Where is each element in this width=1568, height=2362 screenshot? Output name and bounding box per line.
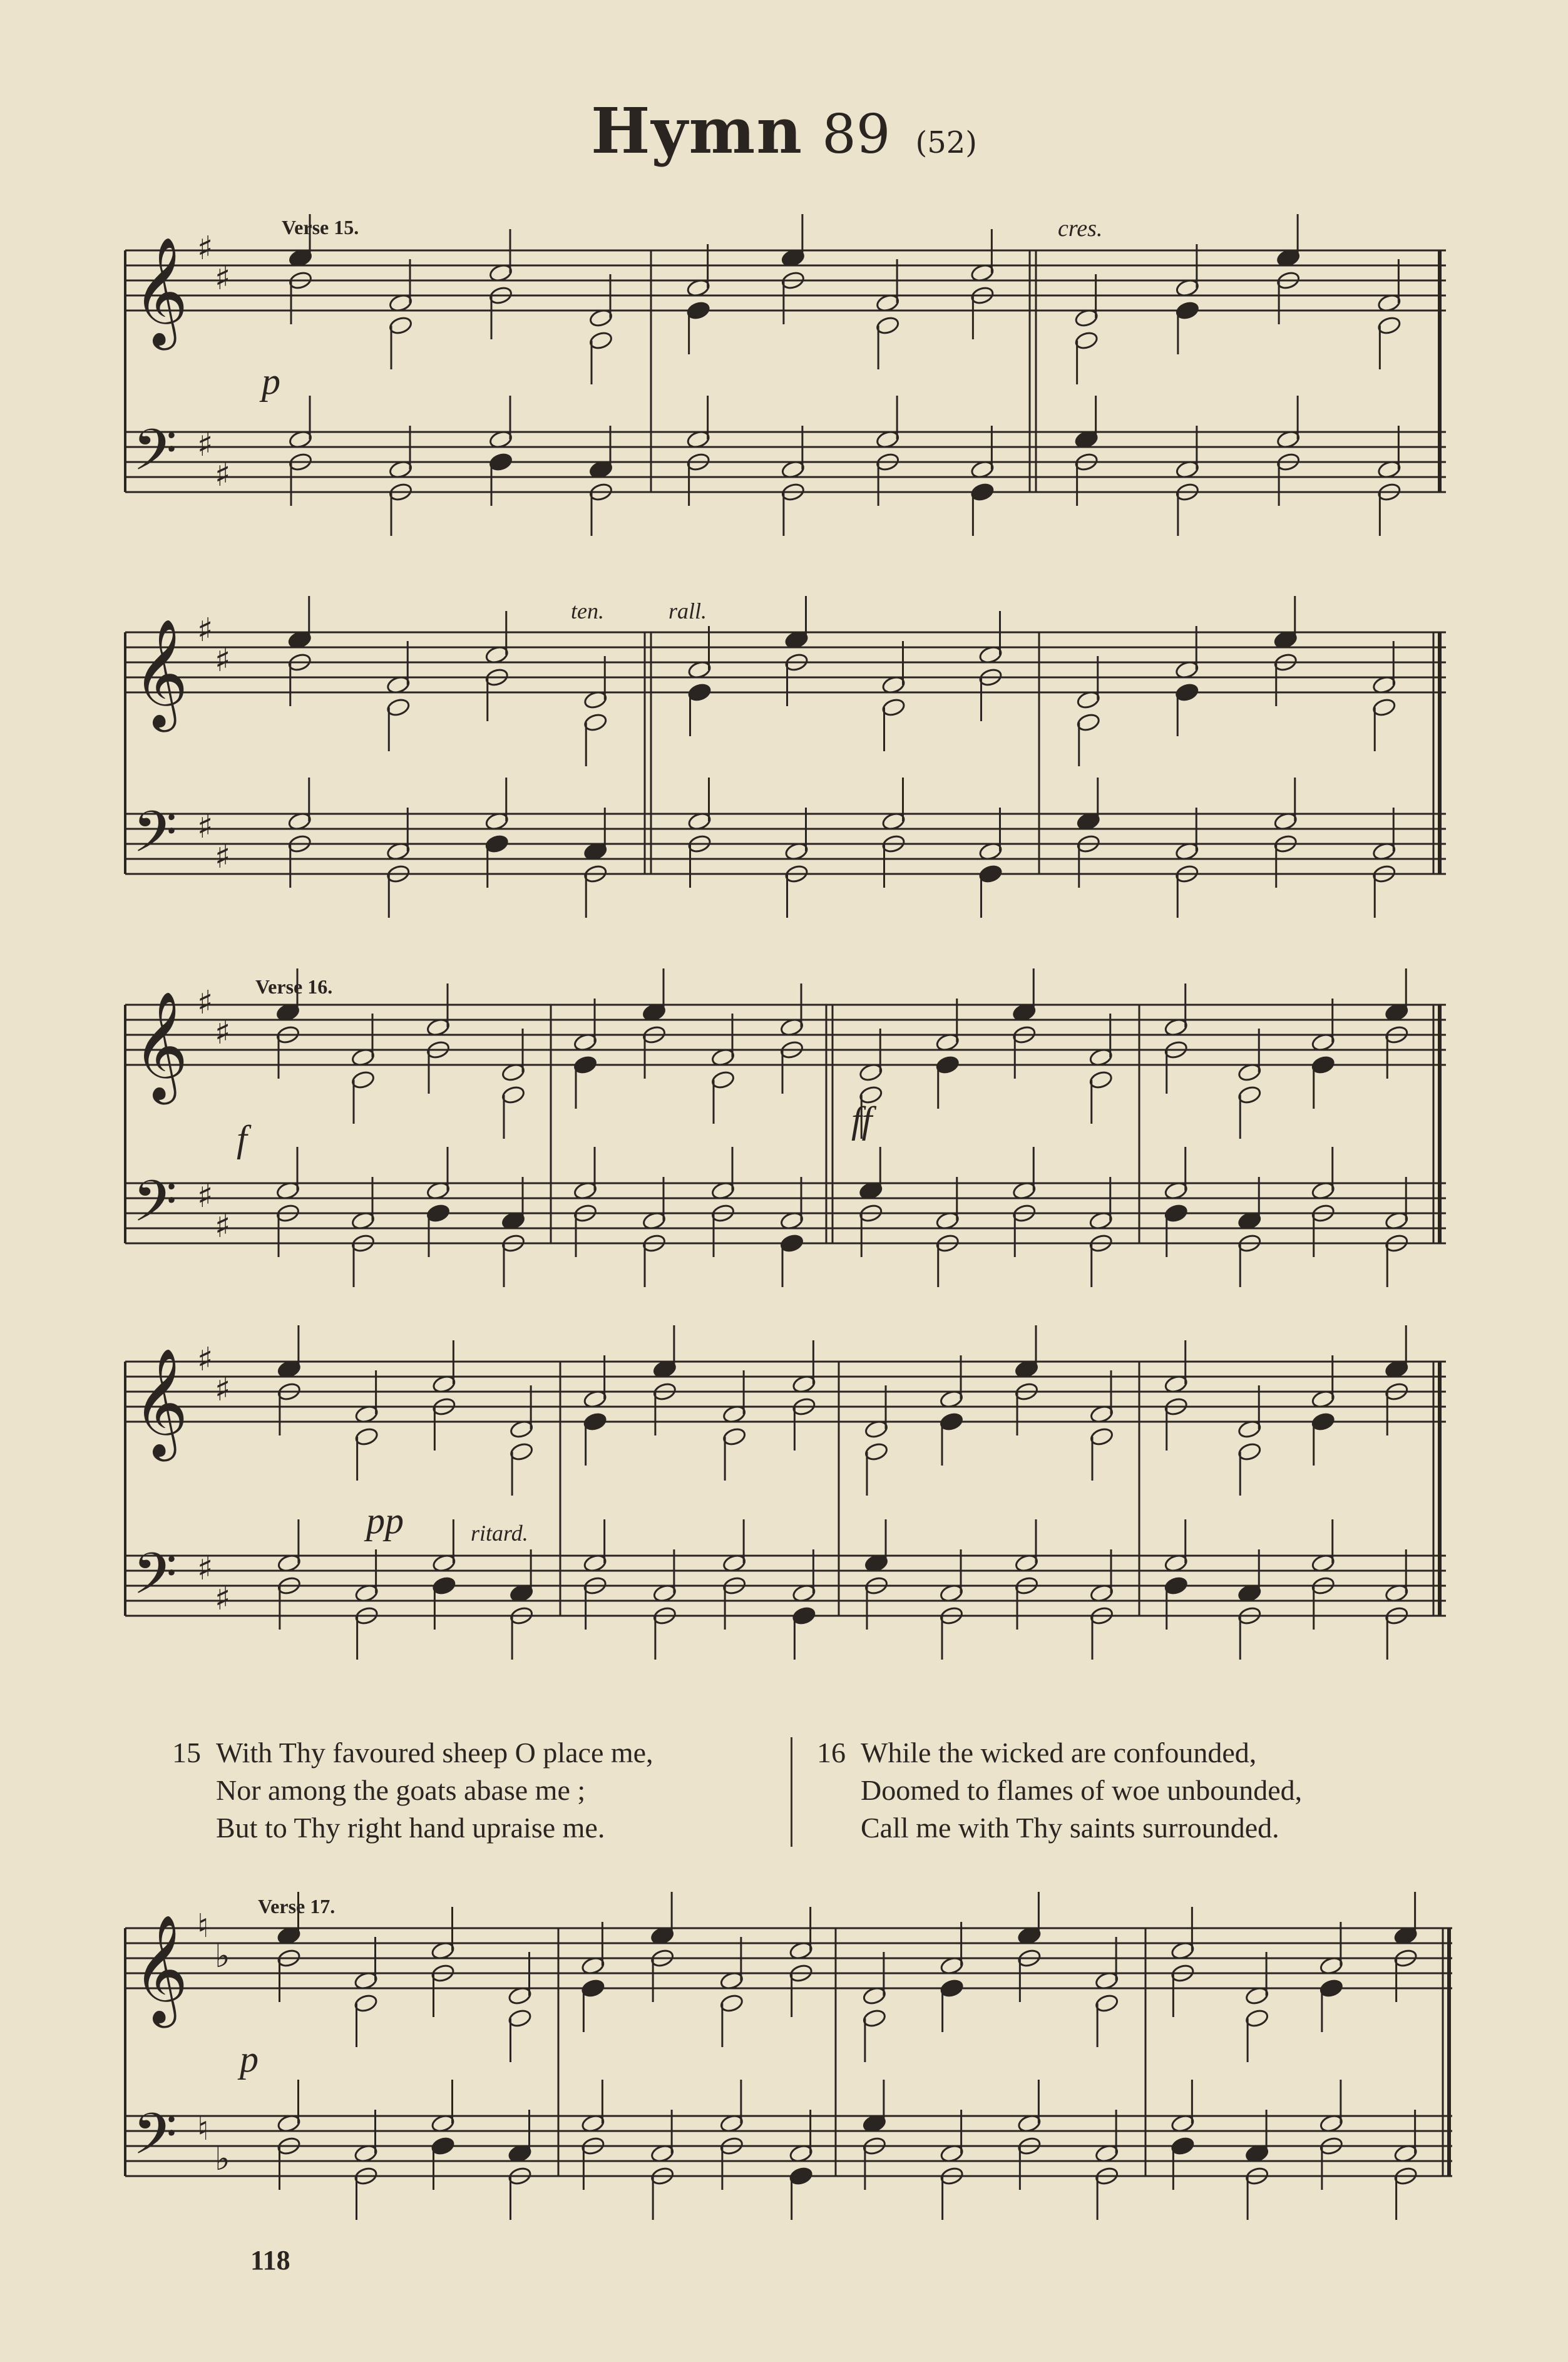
key-signature-icon: ♮: [197, 2110, 209, 2148]
lyrics-divider: [791, 1737, 792, 1847]
lyric-line: While the wicked are confounded,: [861, 1737, 1257, 1769]
lyric-line: Nor among the goats abase me ;: [216, 1774, 586, 1806]
key-signature-icon: ♯: [197, 230, 213, 267]
key-signature-icon: ♯: [215, 838, 231, 876]
piano-marking-1: p: [262, 361, 280, 402]
hymn-number: 89: [822, 103, 891, 166]
key-signature-icon: ♯: [215, 1208, 231, 1245]
key-signature-icon: ♯: [215, 1580, 231, 1618]
key-signature-icon: ♯: [215, 1014, 231, 1052]
key-signature-icon: ♯: [197, 1550, 213, 1588]
verse-15-label: Verse 15.: [282, 216, 359, 239]
cres-marking: cres.: [1058, 215, 1103, 242]
key-signature-icon: ♯: [215, 1371, 231, 1409]
treble-clef-icon: 𝄞: [133, 1348, 188, 1457]
bass-clef-icon: 𝄢: [133, 799, 177, 879]
key-signature-icon: ♯: [215, 642, 231, 679]
lyrics-verse-16: [817, 1734, 1443, 1847]
lyric-line: But to Thy right hand upraise me.: [216, 1812, 605, 1844]
key-signature-icon: ♭: [215, 1938, 230, 1975]
key-signature-icon: ♯: [197, 808, 213, 846]
bass-clef-icon: 𝄢: [133, 417, 177, 497]
rall-marking: rall.: [669, 598, 707, 624]
page-number: 118: [250, 2245, 290, 2276]
ritard-marking: ritard.: [471, 1521, 528, 1546]
hymn-alt-number: (52): [915, 125, 978, 160]
treble-clef-icon: 𝄞: [133, 991, 188, 1100]
key-signature-icon: ♯: [197, 1341, 213, 1379]
key-signature-icon: ♯: [197, 612, 213, 649]
key-signature-icon: ♯: [197, 1178, 213, 1215]
piano-marking-2: p: [240, 2038, 259, 2080]
lyric-line: With Thy favoured sheep O place me,: [216, 1737, 653, 1769]
forte-marking: f: [237, 1118, 247, 1159]
treble-clef-icon: 𝄞: [133, 619, 188, 727]
treble-clef-icon: 𝄞: [133, 237, 188, 346]
pianissimo-marking: pp: [366, 1500, 404, 1541]
verse-number: 15: [172, 1737, 201, 1769]
fortissimo-marking: ff: [851, 1099, 873, 1141]
ten-marking: ten.: [571, 598, 604, 624]
key-signature-icon: ♯: [197, 984, 213, 1022]
lyric-line: Call me with Thy saints surrounded.: [861, 1812, 1279, 1844]
key-signature-icon: ♯: [215, 456, 231, 494]
key-signature-icon: ♭: [215, 2140, 230, 2178]
bass-clef-icon: 𝄢: [133, 2101, 177, 2181]
treble-clef-icon: 𝄞: [133, 1914, 188, 2023]
bass-clef-icon: 𝄢: [133, 1541, 177, 1621]
verse-16-label: Verse 16.: [255, 975, 333, 998]
verse-number: 16: [817, 1737, 846, 1769]
bass-clef-icon: 𝄢: [133, 1168, 177, 1248]
key-signature-icon: ♯: [215, 260, 231, 297]
key-signature-icon: ♮: [197, 1908, 209, 1945]
key-signature-icon: ♯: [197, 426, 213, 464]
lyric-line: Doomed to flames of woe unbounded,: [861, 1774, 1303, 1806]
lyrics-verse-15: [172, 1734, 786, 1847]
hymn-word: Hymn: [590, 94, 804, 168]
verse-17-label: Verse 17.: [258, 1895, 336, 1918]
